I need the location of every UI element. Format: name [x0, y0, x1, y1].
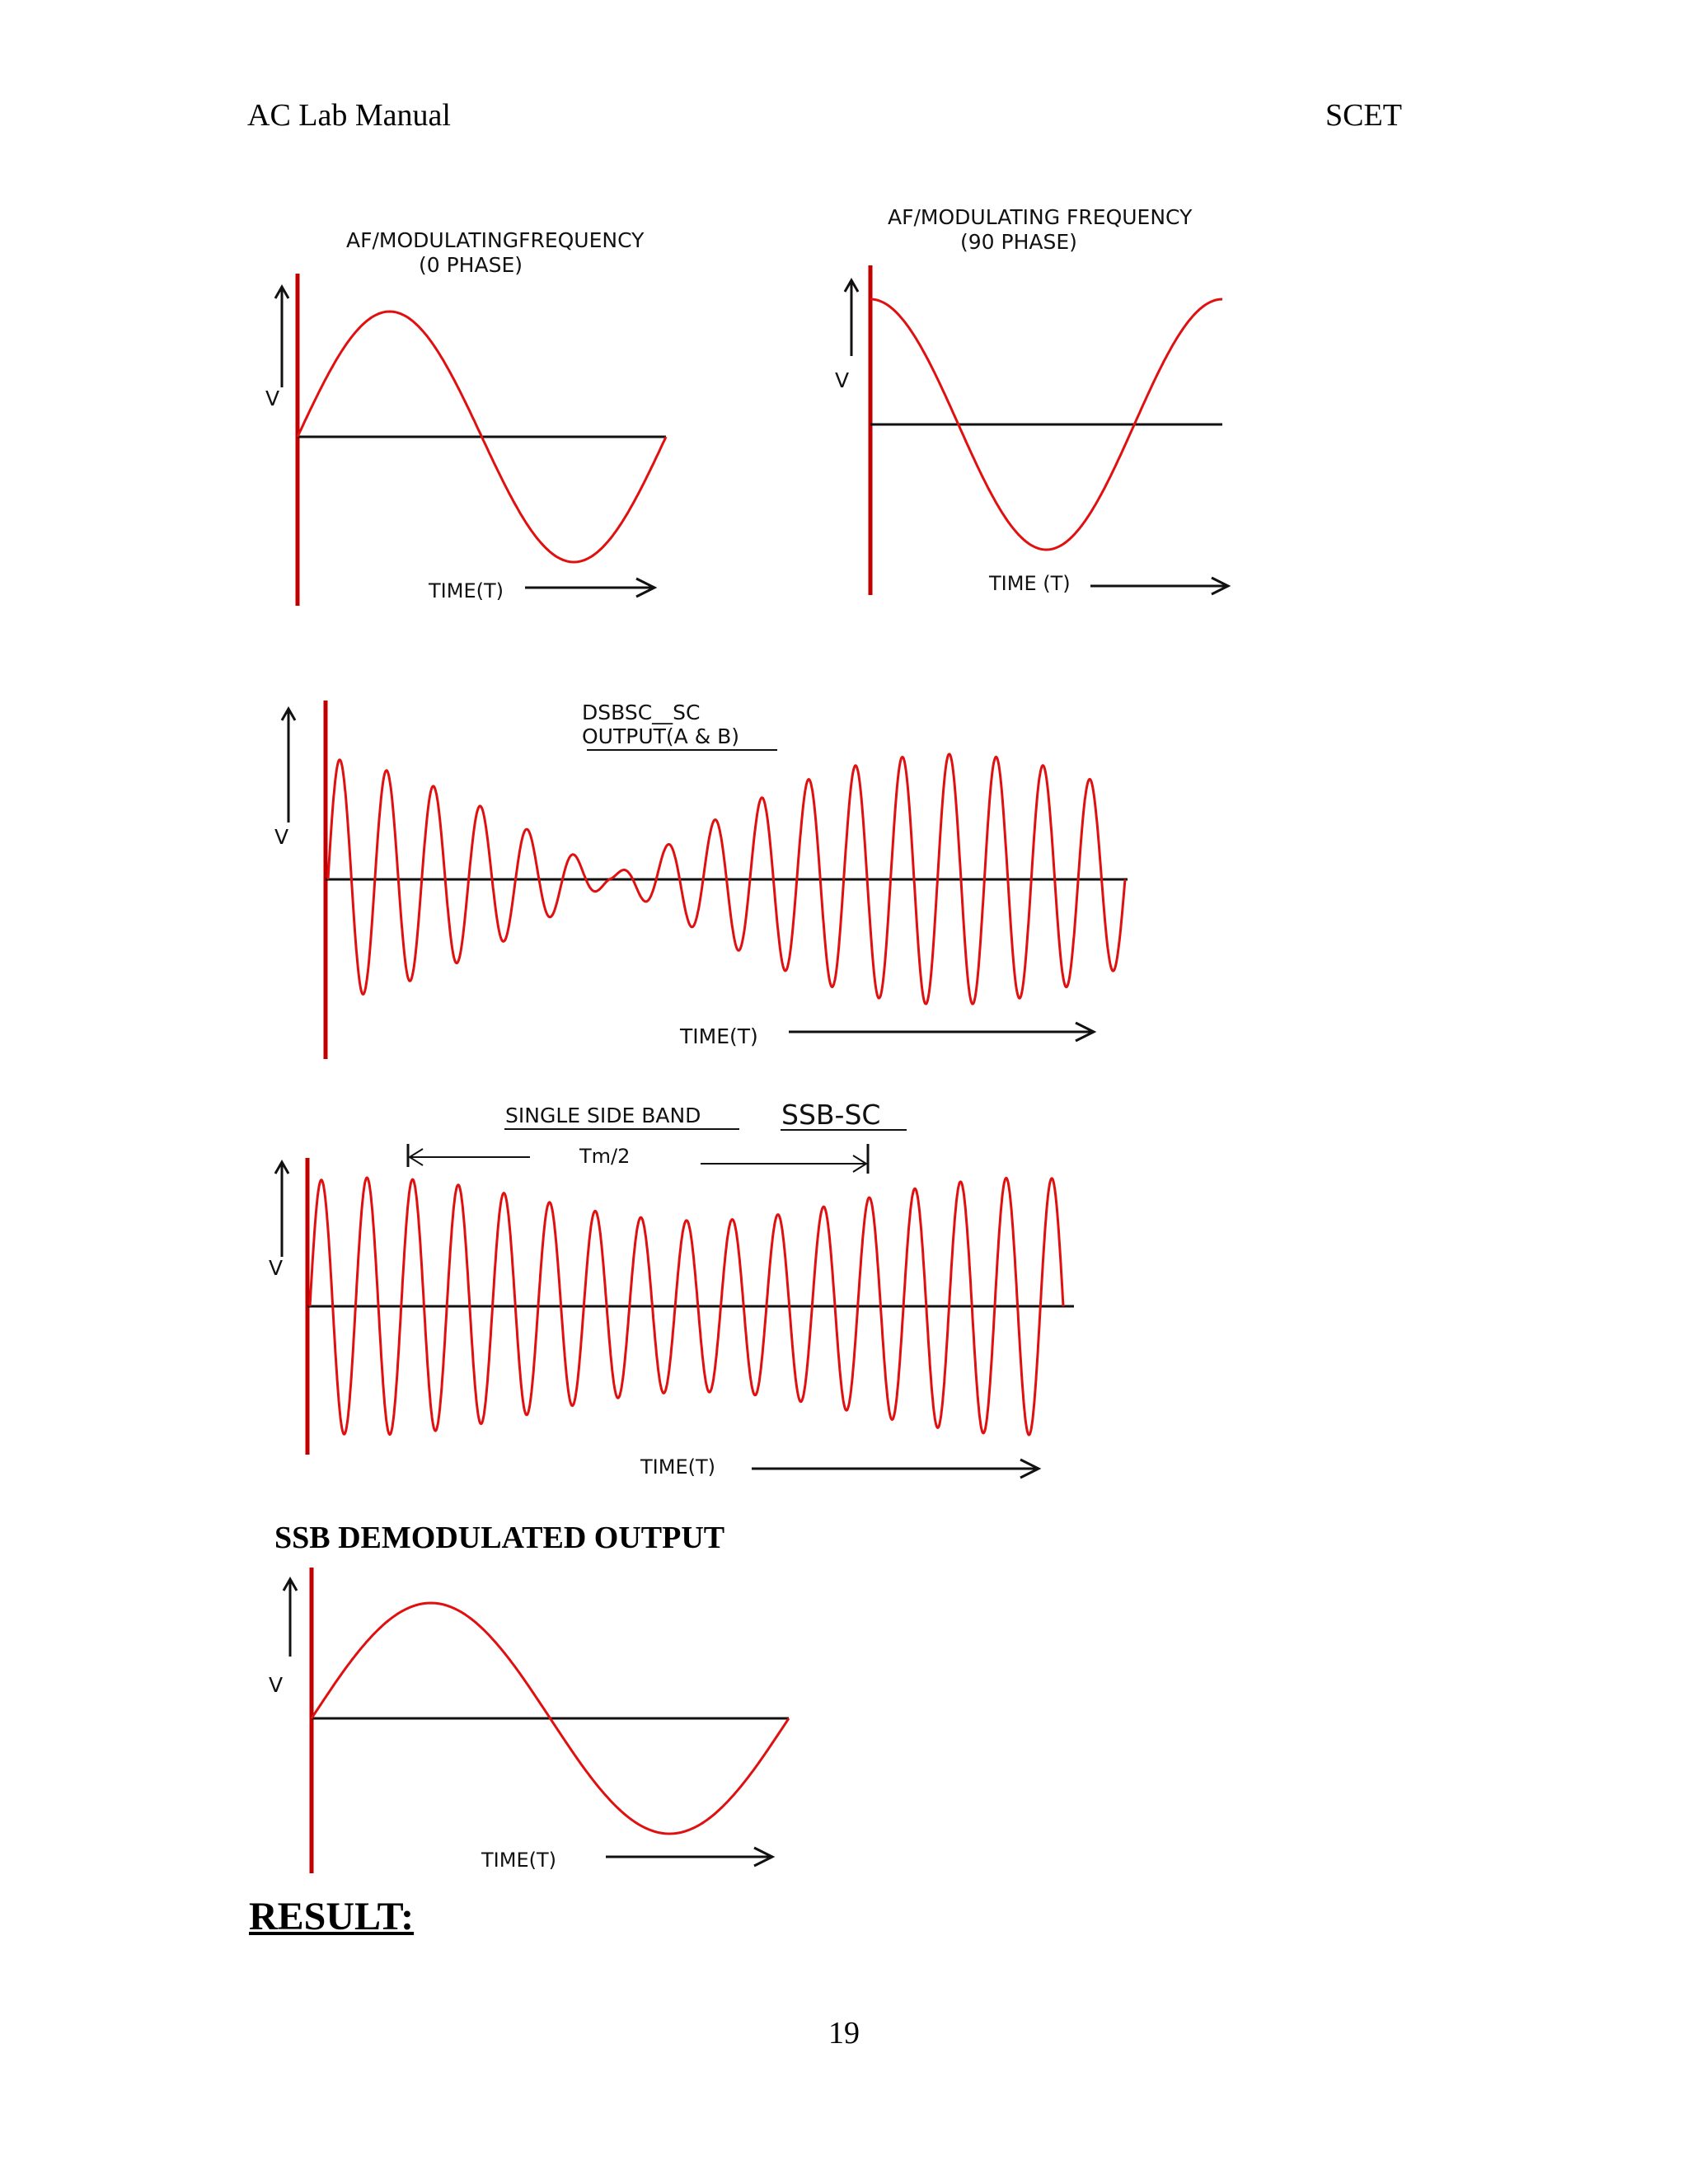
- af0-subtitle: (0 PHASE): [419, 253, 523, 277]
- figure-ssbsc: [269, 1099, 1074, 1479]
- af0-ylabel: V: [265, 387, 280, 410]
- figure-af-0-phase: [265, 228, 666, 606]
- ssbsc-xlabel: TIME(T): [640, 1455, 715, 1479]
- af0-title: AF/MODULATINGFREQUENCY: [346, 228, 645, 252]
- result-heading: RESULT:: [249, 1895, 415, 1938]
- figure-dsbsc: [274, 701, 1128, 1059]
- af90-xlabel: TIME (T): [989, 572, 1071, 595]
- ssbsc-title: SINGLE SIDE BAND: [505, 1104, 701, 1127]
- demod-xlabel: TIME(T): [481, 1849, 556, 1872]
- af90-subtitle: (90 PHASE): [960, 230, 1077, 254]
- header-left: AC Lab Manual: [247, 98, 451, 133]
- ssbsc-ylabel: V: [269, 1256, 284, 1280]
- dsbsc-title: DSBSC__SC: [582, 701, 701, 724]
- af90-ylabel: V: [835, 368, 850, 392]
- dsbsc-subtitle: OUTPUT(A & B): [582, 724, 740, 748]
- ssbsc-marker-label: Tm/2: [579, 1145, 631, 1168]
- page-number: 19: [828, 2016, 860, 2050]
- demod-ylabel: V: [269, 1673, 284, 1697]
- dsbsc-ylabel: V: [274, 825, 289, 849]
- demod-title: SSB DEMODULATED OUTPUT: [274, 1521, 725, 1555]
- header-right: SCET: [1325, 98, 1402, 133]
- ssbsc-title2: SSB-SC: [781, 1099, 881, 1131]
- figure-af-90-phase: [835, 205, 1228, 595]
- dsbsc-xlabel: TIME(T): [680, 1024, 758, 1048]
- af0-xlabel: TIME(T): [429, 579, 504, 602]
- figure-ssb-demodulated: [269, 1521, 789, 1873]
- af90-title: AF/MODULATING FREQUENCY: [888, 205, 1193, 229]
